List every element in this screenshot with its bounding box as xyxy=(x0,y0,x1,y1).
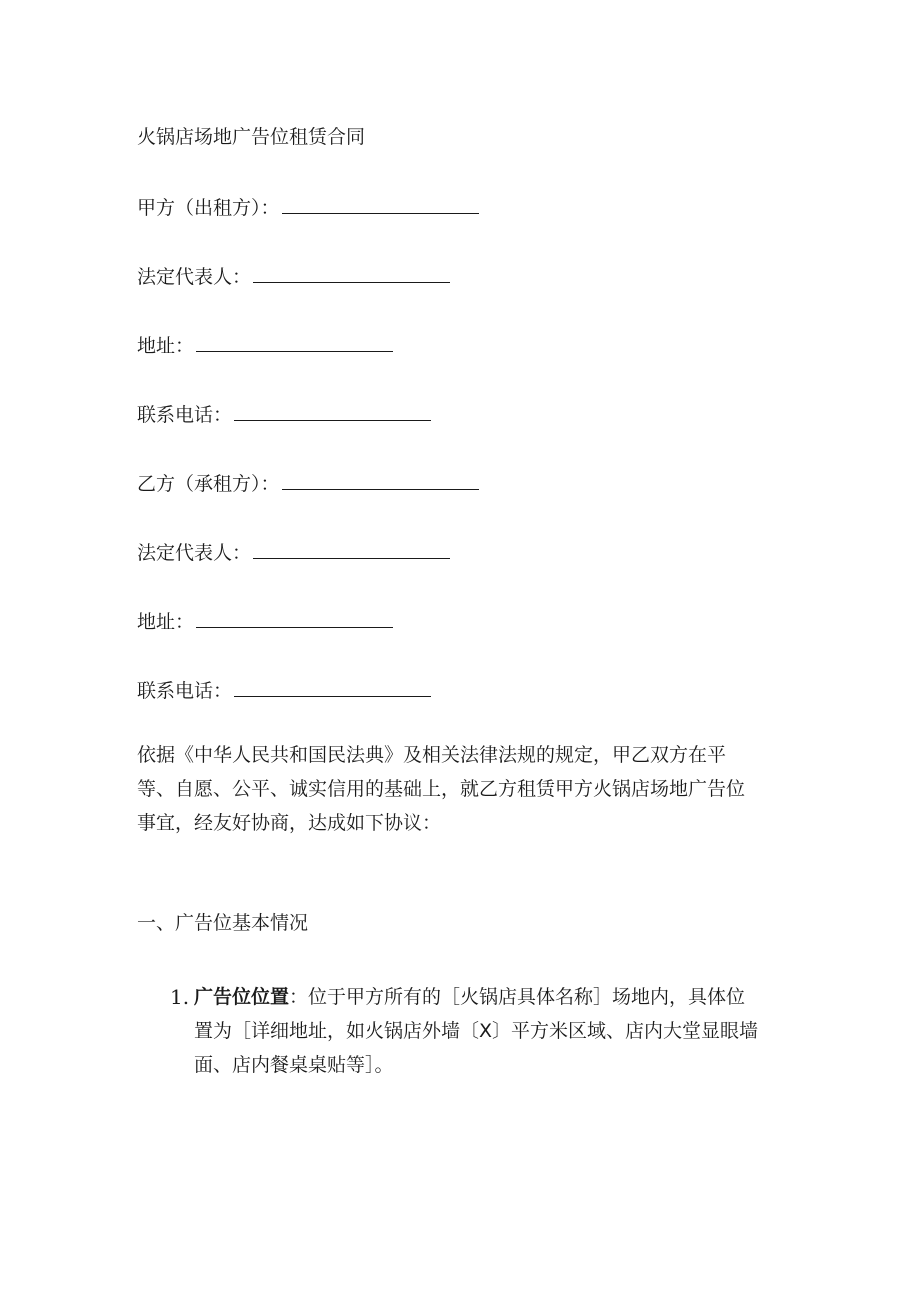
party-a-name-label: 甲方（出租方）： xyxy=(137,197,280,219)
party-a-name-field xyxy=(137,193,479,221)
party-a-phone-label: 联系电话： xyxy=(137,404,233,426)
party-b-rep-field xyxy=(137,538,450,566)
document-title: 火锅店场地广告位租赁合同 xyxy=(137,126,366,148)
party-a-address-label: 地址： xyxy=(137,335,195,357)
party-a-rep-blank[interactable] xyxy=(253,262,450,283)
clause-text: ：位于甲方所有的［火锅店具体名称］场地内，具体位 xyxy=(289,986,746,1008)
party-b-name-field xyxy=(137,469,479,497)
clause-term: 广告位位置 xyxy=(194,986,290,1008)
party-a-rep-field xyxy=(137,262,450,290)
clause-line xyxy=(194,980,794,1014)
party-b-phone-label: 联系电话： xyxy=(137,680,233,702)
preamble-line: 等、自愿、公平、诚实信用的基础上，就乙方租赁甲方火锅店场地广告位 xyxy=(137,778,746,800)
section-heading: 一、广告位基本情况 xyxy=(137,912,309,934)
party-b-rep-blank[interactable] xyxy=(253,538,450,559)
party-b-address-blank[interactable] xyxy=(196,607,393,628)
preamble-line: 事宜，经友好协商，达成如下协议： xyxy=(137,812,442,834)
party-b-phone-field xyxy=(137,676,431,704)
party-b-name-blank[interactable] xyxy=(282,469,479,490)
party-b-phone-blank[interactable] xyxy=(234,676,431,697)
preamble-paragraph xyxy=(137,738,797,840)
party-a-address-field xyxy=(137,331,393,359)
party-a-address-blank[interactable] xyxy=(196,331,393,352)
party-a-phone-field xyxy=(137,400,431,428)
party-b-name-label: 乙方（承租方）： xyxy=(137,473,280,495)
party-a-rep-label: 法定代表人： xyxy=(137,266,252,288)
party-b-rep-label: 法定代表人： xyxy=(137,542,252,564)
party-a-name-blank[interactable] xyxy=(282,193,479,214)
party-b-address-field xyxy=(137,607,393,635)
clause-number: 1. xyxy=(170,985,190,1009)
clause-line: 置为［详细地址，如火锅店外墙〔X〕平方米区域、店内大堂显眼墙 xyxy=(194,1020,759,1042)
party-b-address-label: 地址： xyxy=(137,611,195,633)
party-a-phone-blank[interactable] xyxy=(234,400,431,421)
preamble-line: 依据《中华人民共和国民法典》及相关法律法规的规定，甲乙双方在平 xyxy=(137,744,727,766)
clause-body xyxy=(194,980,794,1082)
clause-line: 面、店内餐桌桌贴等］。 xyxy=(194,1054,394,1076)
